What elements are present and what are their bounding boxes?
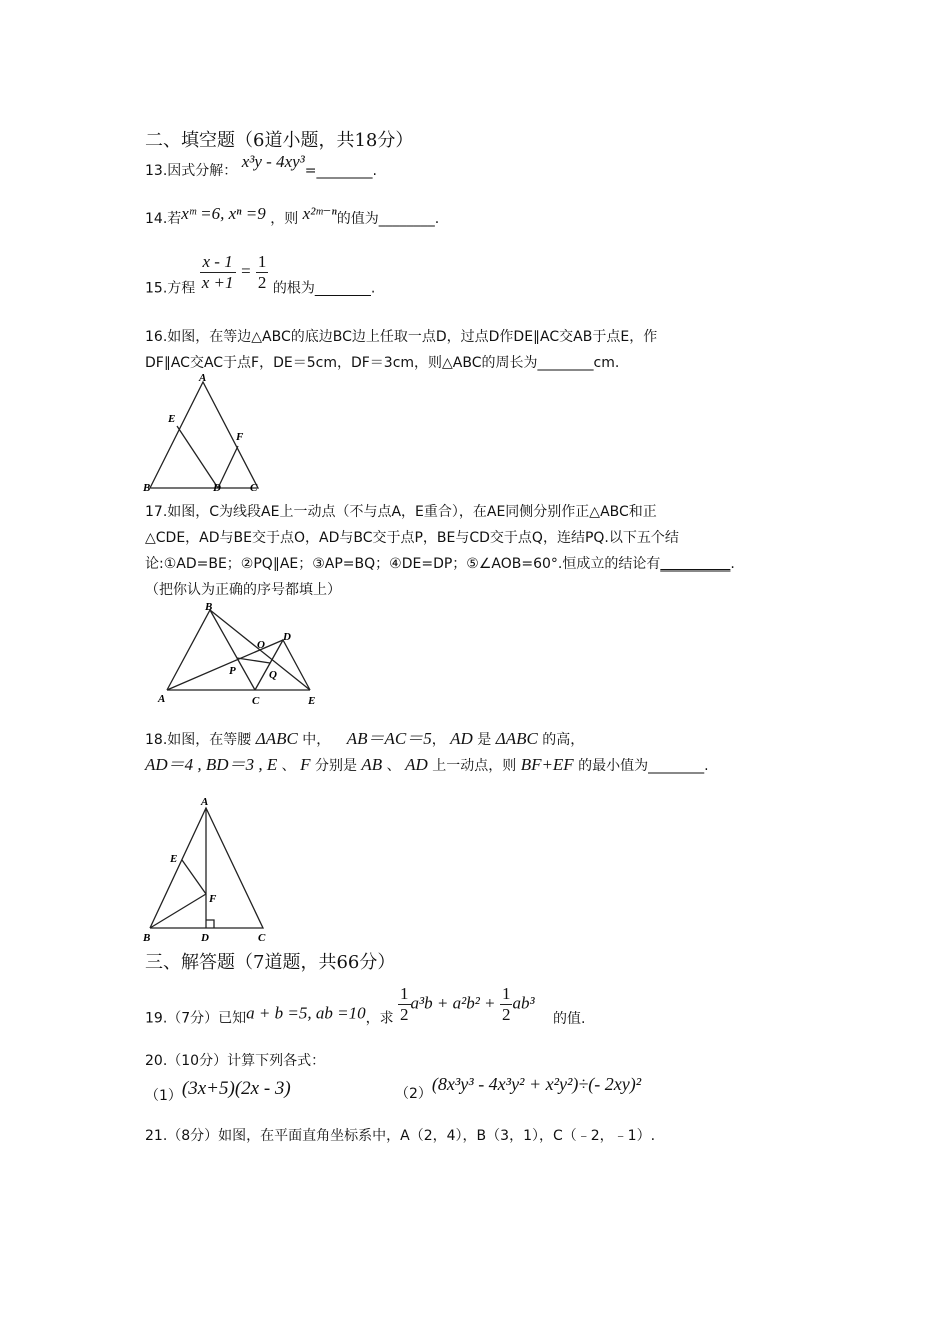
question-14 [145,204,440,228]
q19-last-term: ab³ [512,993,535,1013]
q13-blank: ________. [316,163,377,179]
label-e: E [168,413,176,425]
q18-ad-2: AD [405,755,428,774]
label-d: D [283,631,291,643]
segment-ad [167,640,283,690]
q15-right-denominator: 2 [257,273,267,292]
label-c: C [252,695,260,707]
q19-half-2 [500,984,513,1025]
q15-left-fraction [200,252,236,293]
question-15 [145,252,375,298]
q17-triangles-figure [155,598,325,708]
question-18-line-2 [145,750,709,775]
question-17-line-1: 17.如图，C为线段AE上一动点（不与点A，E重合），在AE同侧分别作正△ABC和正 [145,504,657,520]
q18-fenbie: 分别是 [314,758,357,774]
q18-moving: 上一动点，则 [432,758,517,774]
q20-part-2-expression: (8x³y³ - 4x³y² + x²y²)÷(- 2xy)² [431,1074,642,1094]
segment-ef [182,860,206,894]
label-d: D [201,932,209,944]
q18-ad: AD [450,729,473,748]
question-21: 21.（8分）如图，在平面直角坐标系中，A（2，4），B（3，1），C（﹣2，﹣1）. [145,1128,656,1144]
q13-prefix: 13.因式分解： [145,163,238,179]
q18-given-values: AD＝4 , BD＝3 , E [145,755,278,774]
q20-part-1-label: （1） [145,1088,182,1104]
label-d: D [213,482,221,494]
q15-suffix: 的根为________. [272,280,376,297]
q18-triangle-1: ΔABC [255,729,298,748]
q13-equals: = [304,163,317,179]
q18-text-c: 中， [302,732,331,748]
label-c: C [258,932,266,944]
label-a: A [201,796,209,808]
right-angle-mark [206,920,214,928]
question-17-line-3 [145,553,735,573]
segment-pq [237,658,270,663]
segment-df [218,446,238,488]
q18-sep-2: 、 [386,758,401,774]
label-f: F [236,431,244,443]
segment-de [177,426,218,488]
q15-left-numerator: x - 1 [200,252,236,273]
q16-triangle-figure [140,370,270,495]
q18-comma: ， [431,732,446,748]
question-16-line-2: DF∥AC交AC于点F，DE＝5cm，DF＝3cm，则△ABC的周长为________cm. [145,355,620,371]
q18-triangle-2: ΔABC [495,729,538,748]
q19-prefix: 19.（7分）已知 [145,1010,247,1027]
q19-half-1-num: 1 [400,984,409,1003]
label-b: B [205,601,213,613]
question-13 [145,152,377,180]
q18-sep-1: 、 [281,758,296,774]
q18-f: F [300,755,311,774]
question-20-part-2 [395,1074,641,1103]
q15-prefix: 15.方程 [145,280,196,297]
question-16-line-1: 16.如图，在等边△ABC的底边BC边上任取一点D，过点D作DE∥AC交AB于点E，作 [145,329,658,345]
q19-half-2-den: 2 [501,1005,511,1024]
q19-condition: a + b =5, ab =10 [246,1003,366,1023]
question-17-line-4: （把你认为正确的序号都填上） [145,582,341,598]
question-17-line-2: △CDE，AD与BE交于点O，AD与BC交于点P，BE与CD交于点Q，连结PQ.以下五个结 [145,530,679,546]
q19-terms: a³b + a²b² + [410,993,496,1013]
question-20-title: 20.（10分）计算下列各式： [145,1053,326,1069]
q14-condition: xᵐ =6, xⁿ =9 [181,204,266,223]
label-a: A [158,693,166,705]
question-20-part-1 [145,1078,291,1105]
q19-suffix: 的值. [553,1010,586,1027]
q18-text-a: 18.如图，在等腰 [145,732,252,748]
q14-expression: x²ᵐ⁻ⁿ [302,204,337,223]
triangle-abc [167,610,255,690]
section-title-fill-in: 二、填空题（6道小题，共18分） [145,130,414,151]
label-f: F [209,893,217,905]
label-b: B [143,932,151,944]
section-title-answers: 三、解答题（7道题，共66分） [145,952,396,973]
q18-sum: BF+EF [520,755,574,774]
label-a: A [199,372,207,384]
q18-shi: 是 [477,732,492,748]
label-c: C [250,482,258,494]
q13-expression: x³y - 4xy³ [241,152,305,171]
q18-blank: 的最小值为________. [578,758,709,774]
q15-left-denominator: x +1 [201,273,234,292]
q18-equal-sides: AB＝AC＝5 [346,729,432,748]
q17-line-3-end: . [730,556,735,572]
q15-right-numerator: 1 [257,252,267,271]
question-19 [145,984,586,1028]
question-18-line-1 [145,724,584,749]
label-q: Q [269,669,277,681]
q14-mid: ，则 [270,211,299,227]
label-p: P [229,665,236,677]
q20-part-2-label: （2） [395,1086,432,1102]
label-b: B [143,482,151,494]
q20-part-1-expression: (3x+5)(2x - 3) [181,1078,291,1099]
q15-equals: = [239,261,252,281]
q15-right-fraction [256,252,269,293]
q17-answer-blank: __________ [660,556,731,572]
label-e: E [308,695,316,707]
q18-height: 的高， [542,732,585,748]
q17-line-3-text: 论:①AD=BE；②PQ∥AE；③AP=BQ；④DE=DP；⑤∠AOB=60°.恒成立的结论有 [145,556,661,572]
q19-half-2-num: 1 [501,984,511,1003]
q18-ab: AB [361,755,383,774]
q19-half-1 [398,984,411,1025]
q18-triangle-figure [138,790,278,945]
label-e: E [170,853,178,865]
q14-prefix: 14.若 [145,211,182,227]
label-o: O [257,639,265,651]
q19-mid: ，求 [365,1010,394,1027]
q14-suffix: 的值为________. [336,211,440,227]
q19-half-1-den: 2 [400,1005,409,1024]
